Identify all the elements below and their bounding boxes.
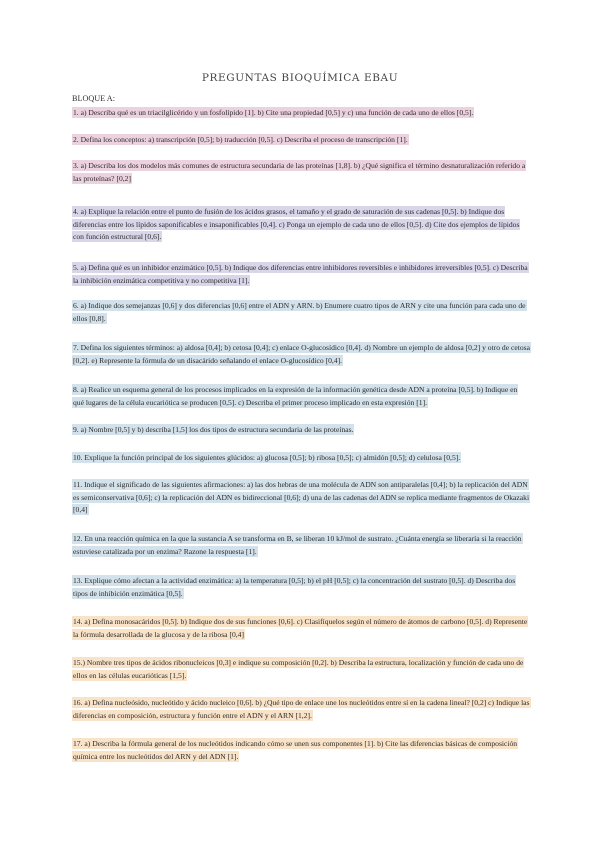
question-3 <box>72 160 530 185</box>
question-14 <box>72 616 530 641</box>
question-1 <box>72 107 530 120</box>
question-text: 12. En una reacción química en la que la sustancia A se transforma en B, se liberan 10 kJ/mol de sustrato. ¿Cuánta energía se liberaría si la reacción estuviese catalizada por un enzima? Razone la respuesta [1]. <box>73 534 522 556</box>
question-text: 17. a) Describa la fórmula general de los nucleótidos indicando cómo se unen sus componentes [1]. b) Cite las diferencias básicas de composición química entre los nucleótidos del ARN y del ADN [1]. <box>73 739 518 761</box>
question-text: 7. Defina los siguientes términos: a) aldosa [0,4]; b) cetosa [0,4]; c) enlace O-glucosídico [0,4]. d) Nombre un ejemplo de aldosa [0,2] y otro de cetosa [0,2]. e) Represente la fórmula de un disacárido señalando el enlace O-glucosídico [0,4]. <box>73 343 530 365</box>
question-text: 10. Explique la función principal de los siguientes glúcidos: a) glucosa [0,5]; b) ribosa [0,5]; c) almidón [0,5]; d) celulosa [0,5]. <box>73 453 461 462</box>
question-11 <box>72 479 530 517</box>
question-text: 14. a) Defina monosacáridos [0,5]. b) Indique dos de sus funciones [0,6]. c) Clasifíquelos según el número de átomos de carbono [0,5]. d) Represente la fórmula desarrollada de la glucosa y de la ribosa [0,4] <box>73 617 528 639</box>
question-13 <box>72 575 530 600</box>
question-text: 13. Explique cómo afectan a la actividad enzimática: a) la temperatura [0,5]; b) el pH [0,5]; c) la concentración del sustrato [0,5]. d) Describa dos tipos de inhibición enzimática [0,5]. <box>73 576 516 598</box>
question-text: 6. a) Indique dos semejanzas [0,6] y dos diferencias [0,6] entre el ADN y ARN. b) Enumere cuatro tipos de ARN y cite una función para cada uno de ellos [0,8]. <box>73 301 526 323</box>
question-text: 2. Defina los conceptos: a) transcripción [0,5]; b) traducción [0,5]. c) Describa el proceso de transcripción [1]. <box>73 135 408 144</box>
question-9 <box>72 424 530 437</box>
question-text: 8. a) Realice un esquema general de los procesos implicados en la expresión de la información genética desde ADN a proteína [0,5]. b) Indique en qué lugares de la célula eucariótica se producen [0,5]. c) Describa el primer proceso implicado en esta expresión [1]. <box>73 385 518 407</box>
question-text: 16. a) Defina nucleósido, nucleótido y ácido nucleico [0,6]. b) ¿Qué tipo de enlace une los nucleótidos entre sí en la cadena lineal? [0,2] c) Indique las diferencias en composición, estructura y función entre el ADN y el ARN [1,2]. <box>73 698 530 720</box>
question-15 <box>72 657 530 682</box>
question-text: 15.) Nombre tres tipos de ácidos ribonucleicos [0,3] e indique su composición [0,2]. b) Describa la estructura, localización y función de cada uno de ellos en las células eucarióticas [1,5]. <box>73 658 524 680</box>
question-text: 9. a) Nombre [0,5] y b) describa [1,5] los dos tipos de estructura secundaria de las proteínas. <box>73 425 354 434</box>
question-text: 11. Indique el significado de las siguientes afirmaciones: a) las dos hebras de una molécula de ADN son antiparalelas [0,4]; b) la replicación del ADN es semiconservativa [0,6]; c) la replicación del ADN es bidireccional [0,6]; d) una de las cadenas del ADN se replica mediante fragmentos de Okazaki [0,4] <box>73 480 530 515</box>
question-text: 5. a) Defina qué es un inhibidor enzimático [0,5]. b) Indique dos diferencias entre inhibidores reversibles e inhibidores irreversibles [0,5]. c) Describa la inhibición enzimática competitiva y no competitiva [1]. <box>73 263 528 285</box>
question-7 <box>72 342 530 367</box>
question-12 <box>72 533 530 558</box>
question-17 <box>72 738 530 763</box>
page-title: PREGUNTAS BIOQUÍMICA EBAU <box>201 72 399 84</box>
question-16 <box>72 697 530 722</box>
question-10 <box>72 452 530 465</box>
question-2 <box>72 134 530 147</box>
question-text: 4. a) Explique la relación entre el punto de fusión de los ácidos grasos, el tamaño y el grado de saturación de sus cadenas [0,5]. b) Indique dos diferencias entre los lípidos saponificables e insaponificables [0,4]. c) Ponga un ejemplo de cada uno de ellos [0,5]. d) Cite dos ejemplos de lípidos con función estructural [0,6]. <box>73 207 520 242</box>
question-6 <box>72 300 530 325</box>
question-5 <box>72 262 530 287</box>
block-label: BLOQUE A: <box>72 94 115 103</box>
question-text: 3. a) Describa los dos modelos más comunes de estructura secundaria de las proteínas [1,8]. b) ¿Qué significa el término desnaturalización referido a las proteínas? [0,2] <box>73 161 526 183</box>
question-4 <box>72 206 530 244</box>
question-8 <box>72 384 530 409</box>
question-text: 1. a) Describa qué es un triacilglicérido y un fosfolípido [1]. b) Cite una propiedad [0,5] y c) una función de cada uno de ellos [0,5]. <box>73 108 474 117</box>
